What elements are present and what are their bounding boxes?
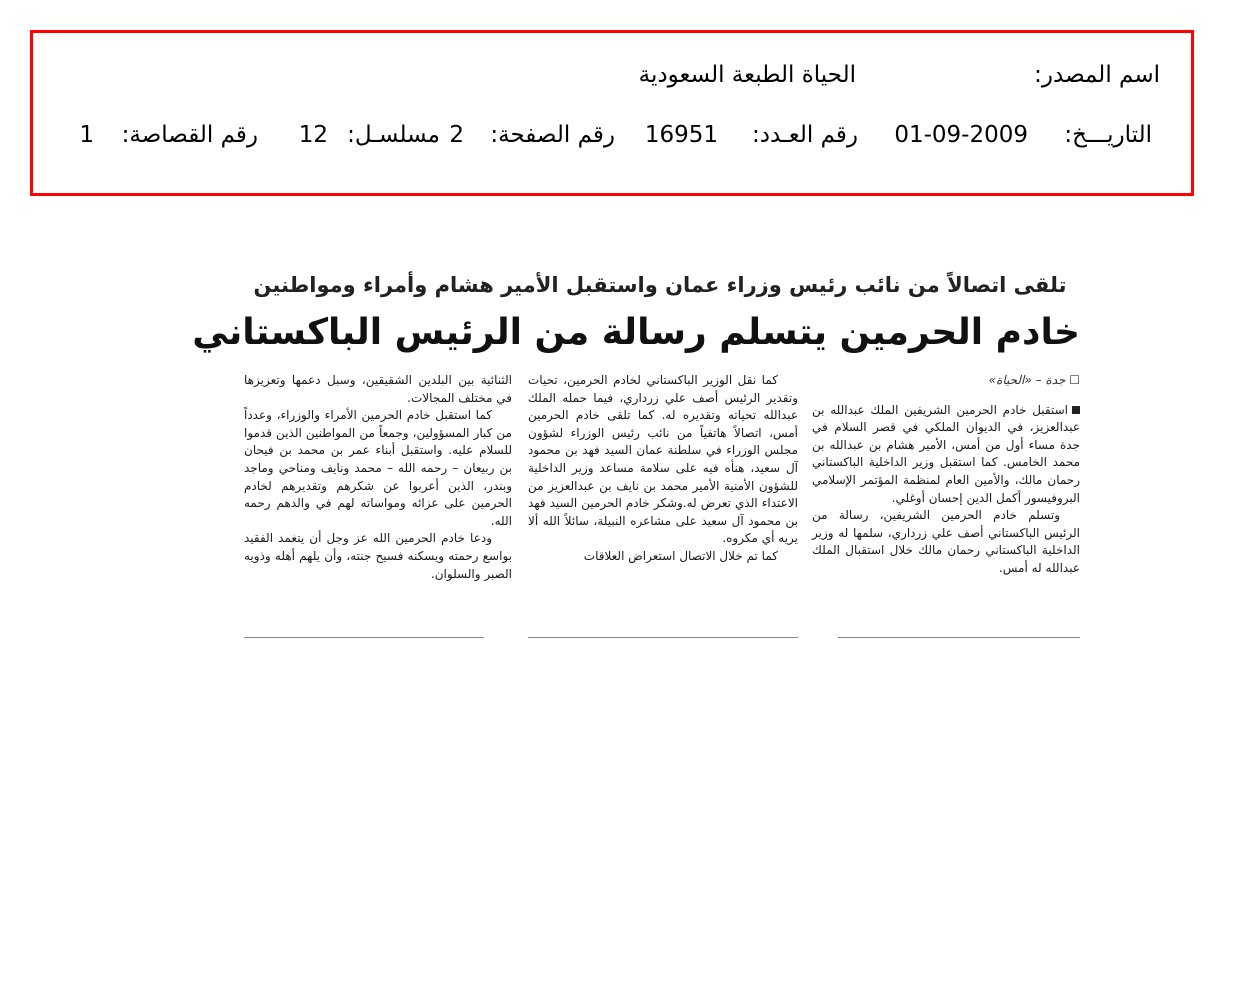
clip-label: رقم القصاصة:	[121, 122, 258, 148]
article-column-1	[812, 372, 1080, 578]
source-value: الحياة الطبعة السعودية	[638, 62, 856, 88]
serial-value: 12	[298, 122, 328, 148]
bullet-square-icon	[1072, 406, 1080, 414]
article-subheadline: تلقى اتصالاً من نائب رئيس وزراء عمان واستقبل الأمير هشام وأمراء ومواطنين	[253, 273, 1067, 297]
article-paragraph: كما استقبل خادم الحرمين الأمراء والوزراء، وعدداً من كبار المسؤولين، وجمعاً من المواطنين الذين قدموا للسلام عليه. واستقبل أبناء عمر بن محمد بن فيحان بن ربيعان – رحمه الله – محمد ونايف ومناحي وماجد وبندر، الذين أعربوا عن شكرهم وتقديرهم لخادم الحرمين على عزائه ومواساته لهم في والدهم رحمه الله.	[244, 408, 512, 528]
page-value: 2	[449, 122, 464, 148]
article-paragraph-text: استقبل خادم الحرمين الشريفين الملك عبدالله بن عبدالعزيز، في الديوان الملكي في قصر السلام في جدة مساء أول من أمس، الأمير هشام بن عبدالله بن محمد الخامس. كما استقبل وزير الداخلية الباكستاني رحمان مالك، والأمين العام لمنظمة المؤتمر الإسلامي البروفيسور أكمل الدين إحسان أوغلي.	[812, 402, 1080, 505]
column-divider-rule	[528, 637, 798, 638]
issue-label: رقم العـدد:	[751, 122, 858, 148]
source-label: اسم المصدر:	[1034, 62, 1160, 88]
article-byline: ☐ جدة – «الحياة»	[988, 373, 1080, 387]
clip-value: 1	[79, 122, 94, 148]
issue-value: 16951	[644, 122, 718, 148]
date-value: 01-09-2009	[894, 122, 1028, 148]
article-paragraph: الثنائية بين البلدين الشقيقين، وسبل دعمها وتعزيزها في مختلف المجالات.	[244, 373, 512, 405]
article-column-3	[244, 372, 512, 583]
column-divider-rule	[838, 637, 1080, 638]
source-info-box	[30, 30, 1194, 196]
article-headline: خادم الحرمين يتسلم رسالة من الرئيس الباكستاني	[192, 312, 1080, 353]
article-column-2	[528, 372, 798, 566]
article-paragraph	[812, 402, 1080, 508]
page-label: رقم الصفحة:	[490, 122, 615, 148]
article-paragraph: وتسلم خادم الحرمين الشريفين، رسالة من الرئيس الباكستاني أصف علي زرداري، سلمها له وزير الداخلية الباكستاني رحمان مالك خلال استقبال الملك عبدالله له أمس.	[812, 508, 1080, 575]
article-paragraph: كما نقل الوزير الباكستاني لخادم الحرمين، تحيات وتقدير الرئيس أصف علي زرداري، فيما حمله الملك عبدالله تحياته وتقديره له. كما تلقى خادم الحرمين أمس، اتصالاً هاتفياً من نائب رئيس الوزراء لشؤون مجلس الوزراء في سلطنة عمان السيد فهد بن محمود آل سعيد، هنأه فيه على سلامة مساعد وزير الداخلية للشؤون الأمنية الأمير محمد بن نايف بن عبدالعزيز من الاعتداء الذي تعرض له.وشكر خادم الحرمين السيد فهد بن محمود آل سعيد على مشاعره النبيلة، سائلاً الله ألا يريه أي مكروه.	[528, 373, 798, 546]
date-label: التاريـــخ:	[1064, 122, 1152, 148]
serial-label: مسلسـل:	[347, 122, 440, 148]
column-divider-rule	[244, 637, 484, 638]
article-paragraph: كما تم خلال الاتصال استعراض العلاقات	[583, 548, 778, 563]
article-paragraph: ودعا خادم الحرمين الله عز وجل أن يتغمد الفقيد بواسع رحمته ويسكنه فسيح جنته، وأن يلهم أهله وذويه الصبر والسلوان.	[244, 531, 512, 581]
